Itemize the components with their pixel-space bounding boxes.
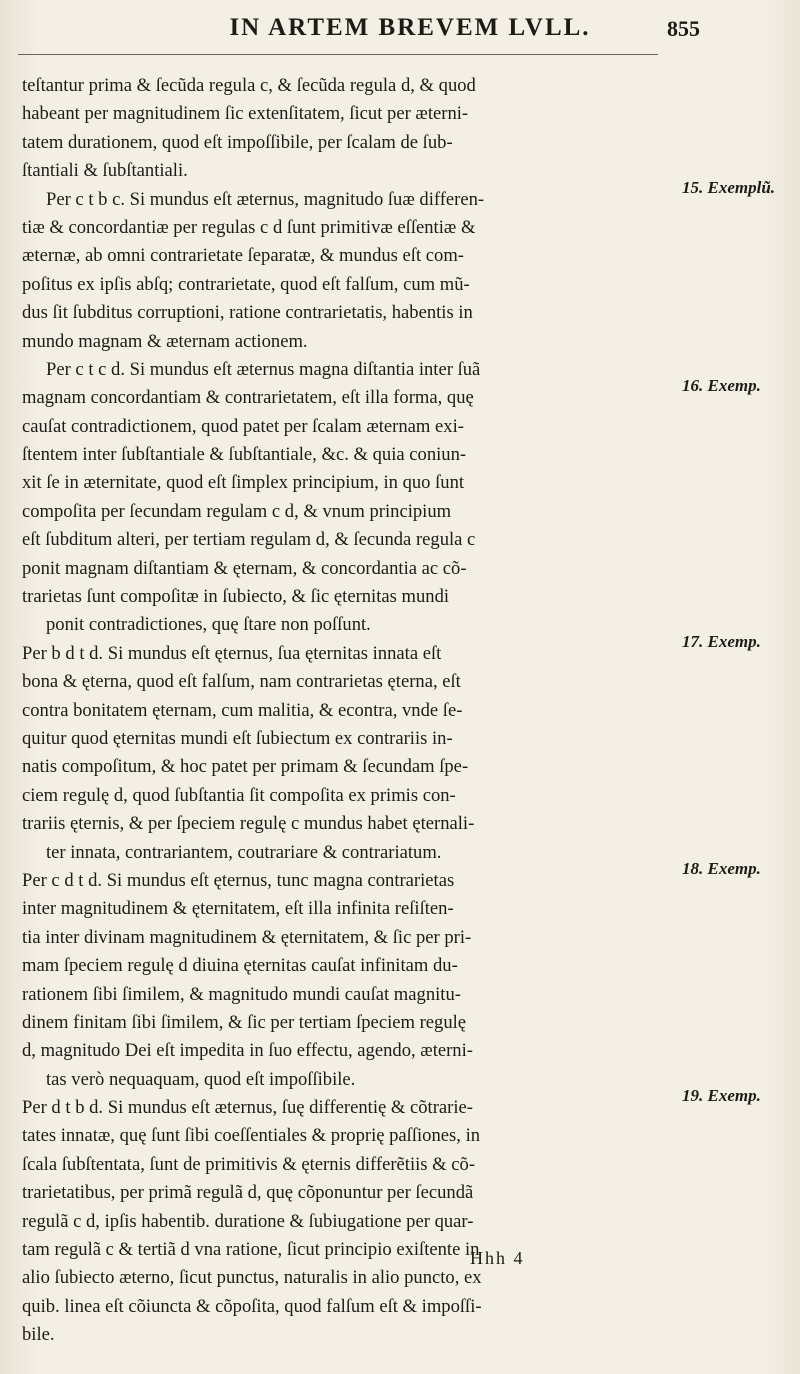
text-line: tia inter divinam magnitudinem & ęternitatem, & ſic per pri-	[22, 926, 472, 948]
margin-note: 17. Exemp.	[682, 632, 761, 651]
text-line: æternæ, ab omni contrarietate ſeparatæ, & mundus eſt com-	[22, 245, 464, 267]
text-line: ponit magnam diſtantiam & ęternam, & concordantia ac cõ-	[22, 557, 467, 579]
text-line: d, magnitudo Dei eſt impedita in ſuo effectu, agendo, æterni-	[22, 1040, 473, 1062]
text-line: trarietas ſunt compoſitæ in ſubiecto, & ſic ęternitas mundi	[22, 586, 450, 608]
text-line: tiæ & concordantiæ per regulas c d ſunt primitivæ eſſentiæ &	[22, 216, 476, 238]
text-line: regulã c d, ipſis habentib. duratione & ſubiugatione per quar-	[22, 1210, 474, 1232]
text-line: bona & ęterna, quod eſt falſum, nam contrarietas ęterna, eſt	[22, 671, 461, 693]
text-line: natis compoſitum, & hoc patet per primam & ſecundam ſpe-	[22, 756, 469, 778]
text-line: inter magnitudinem & ęternitatem, eſt illa infinita reſiſten-	[22, 898, 454, 920]
text-line: tatem durationem, quod eſt impoſſibile, per ſcalam de ſub-	[22, 131, 453, 153]
margin-note: 19. Exemp.	[682, 1086, 761, 1106]
text-line: compoſita per ſecundam regulam c d, & vnum principium	[22, 500, 452, 522]
page-header	[0, 12, 800, 52]
text-line: eſt ſubditum alteri, per tertiam regulam d, & ſecunda regula c	[22, 529, 476, 551]
margin-note: 18. Exemp.	[682, 859, 761, 879]
text-line: cauſat contradictionem, quod patet per ſcalam æternam exi-	[22, 415, 464, 437]
text-line: tas verò nequaquam, quod eſt impoſſibile.	[46, 1068, 356, 1090]
text-line: ſcala ſubſtentata, ſunt de primitivis & ęternis differẽtiis & cõ-	[22, 1153, 476, 1175]
text-line: quib. linea eſt cõiuncta & cõpoſita, quod falſum eſt & impoſſi-	[22, 1295, 482, 1317]
text-line: Per c d t d. Si mundus eſt ęternus, tunc magna contrarietas	[22, 869, 455, 891]
page-number: 855	[667, 16, 700, 41]
header-rule	[18, 54, 658, 55]
text-line: ponit contradictiones, quę ſtare non poſſunt.	[46, 614, 371, 636]
text-line: ter innata, contrariantem, coutrariare & contrariatum.	[46, 841, 442, 863]
margin-note: 16. Exemp.	[682, 376, 761, 396]
text-line: teſtantur prima & ſecũda regula c, & ſecũda regula d, & quod	[22, 75, 476, 96]
text-line: mundo magnam & æternam actionem.	[22, 330, 308, 352]
text-line: trarietatibus, per primã regulã d, quę cõponuntur per ſecundã	[22, 1182, 474, 1204]
text-line: xit ſe in æternitate, quod eſt ſimplex principium, in quo ſunt	[22, 472, 465, 494]
signature-mark: Hhh 4	[470, 1248, 525, 1268]
text-line: tates innatæ, quę ſunt ſibi coeſſentiales & proprię paſſiones, in	[22, 1125, 481, 1147]
text-line: Per c t c d. Si mundus eſt æternus magna diſtantia inter ſuã	[46, 358, 481, 380]
text-line: bile.	[22, 1324, 55, 1346]
text-line: Per b d t d. Si mundus eſt ęternus, ſua ęternitas innata eſt	[22, 642, 442, 664]
text-line: trariis ęternis, & per ſpeciem regulę c mundus habet ęternali-	[22, 813, 475, 835]
text-line: ſtentem inter ſubſtantiale & ſubſtantiale, &c. & quia coniun-	[22, 444, 467, 466]
text-line: dus ſit ſubditus corruptioni, ratione contrarietatis, habentis in	[22, 302, 473, 324]
text-line: poſitus ex ipſis abſq; contrarietate, quod eſt falſum, cum mũ-	[22, 273, 470, 295]
text-line: habeant per magnitudinem ſic extenſitatem, ſicut per æterni-	[22, 103, 469, 125]
text-line: contra bonitatem ęternam, cum malitia, & econtra, vnde ſe-	[22, 699, 463, 721]
text-line: mam ſpeciem regulę d diuina ęternitas cauſat infinitam du-	[22, 955, 458, 977]
text-line: magnam concordantiam & contrarietatem, eſt illa forma, quę	[22, 387, 474, 409]
text-line: Per d t b d. Si mundus eſt æternus, ſuę differentię & cõtrarie-	[22, 1097, 473, 1119]
text-line: quitur quod ęternitas mundi eſt ſubiectum ex contrariis in-	[22, 727, 453, 749]
text-line: Per c t b c. Si mundus eſt æternus, magnitudo ſuæ differen-	[46, 188, 485, 210]
text-line: tam regulã c & tertiã d vna ratione, ſicut principio exiſtente in	[22, 1239, 480, 1261]
text-line: rationem ſibi ſimilem, & magnitudo mundi cauſat magnitu-	[22, 983, 461, 1005]
running-title: IN ARTEM BREVEM LVLL.	[229, 14, 591, 41]
text-line: ciem regulę d, quod ſubſtantia ſit compoſita ex primis con-	[22, 784, 456, 806]
text-line: dinem finitam ſibi ſimilem, & ſic per tertiam ſpeciem regulę	[22, 1011, 467, 1033]
body-text	[22, 72, 674, 1350]
text-line: ſtantiali & ſubſtantiali.	[22, 160, 188, 182]
margin-note: 15. Exemplũ.	[682, 177, 776, 197]
text-line: alio ſubiecto æterno, ſicut punctus, naturalis in alio puncto, ex	[22, 1267, 482, 1289]
